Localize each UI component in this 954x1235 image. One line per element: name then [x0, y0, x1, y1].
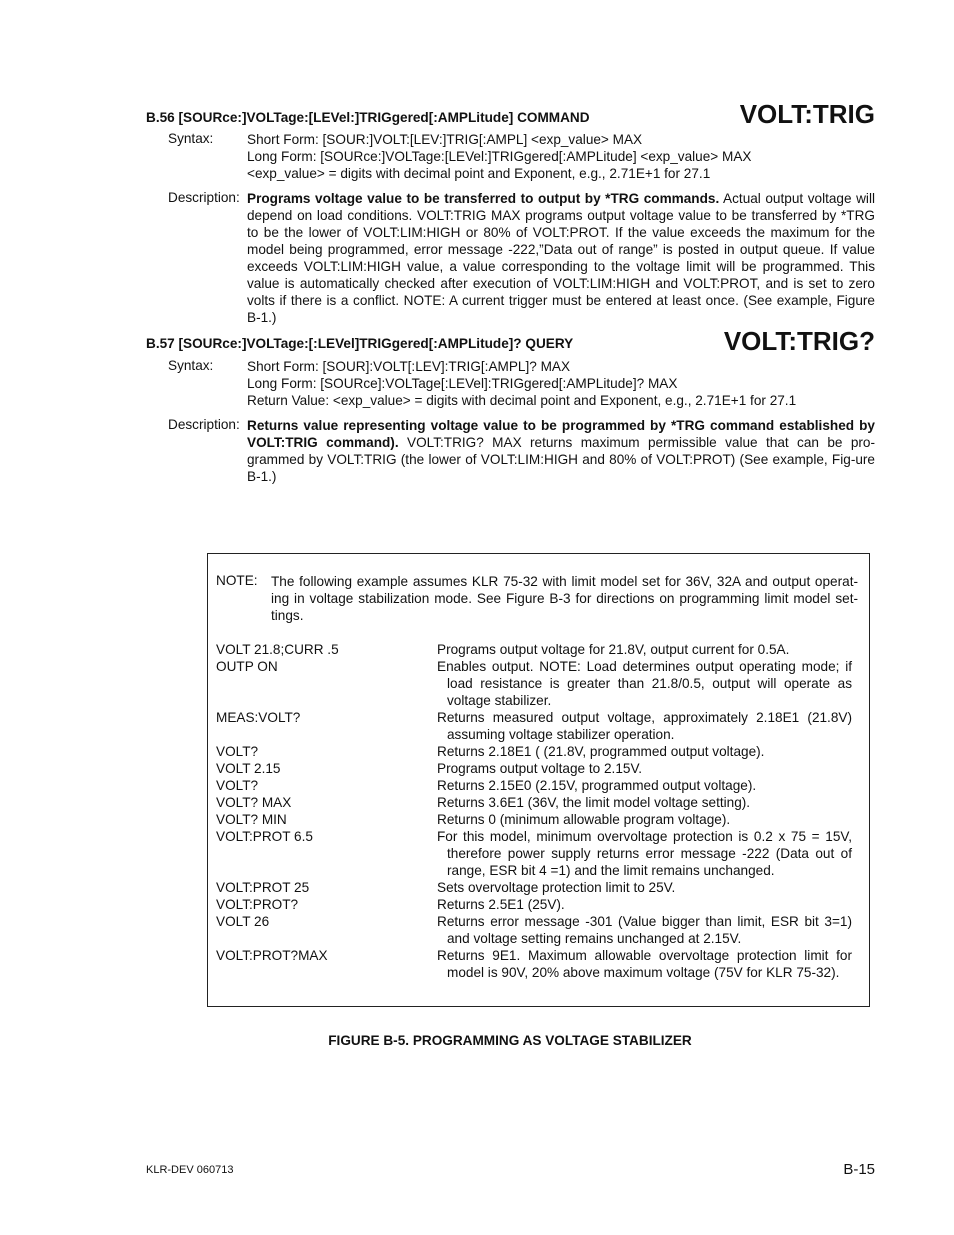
example-command: OUTP ON [216, 659, 278, 674]
example-command: VOLT:PROT 25 [216, 880, 310, 895]
example-description-continuation: therefore power supply returns error message -222 (Data out of range, ESR bit 4 =1) and the limit remains unchanged. [447, 846, 852, 878]
example-command: MEAS:VOLT? [216, 710, 301, 725]
example-description-line: Programs output voltage to 2.15V. [437, 761, 643, 776]
section-b57-description [247, 417, 875, 485]
example-description [437, 709, 852, 743]
example-description [437, 811, 852, 828]
example-description-line: Returns 2.18E1 ( (21.8V, programmed output voltage). [437, 744, 765, 759]
description-bold: Programs voltage value to be transferred to output by *TRG commands. [247, 191, 720, 206]
syntax-line: Short Form: [SOUR:]VOLT:[LEV:]TRIG[:AMPL] <exp_value> MAX [247, 132, 643, 147]
description-text: Actual output voltage will depend on load conditions. VOLT:TRIG MAX programs output voltage value to be transferred by *TRG to be the lower of VOLT:LIM:HIGH or 80% of VOLT:PROT. If the value exceeds the maximum for the model being programmed, error message -222,”Data out of range” is posted in output queue. If value exceeds VOLT:LIM:HIGH value, a value corresponding to the voltage limit will be programmed. This value is automatically checked after execution of VOLT:LIM:HIGH and VOLT:PROT, and is set to zero volts if there is a conflict. NOTE: A current trigger must be entered at least once. (See example, Figure B-1.) [247, 191, 875, 325]
section-b57-heading: B.57 [SOURce:]VOLTage:[:LEVel]TRIGgered[:AMPLitude]? QUERY [146, 336, 574, 351]
syntax-line: Long Form: [SOURce:]VOLTage:[LEVel:]TRIGgered[:AMPLitude] <exp_value> MAX [247, 149, 752, 164]
example-description [437, 879, 852, 896]
example-description-line: Enables output. NOTE: Load determines output operating mode; if [437, 659, 852, 674]
description-bold: Returns value representing voltage value to be programmed by *TRG command established by VOLT:TRIG command). [247, 418, 875, 450]
example-description-line: Returns 2.15E0 (2.15V, programmed output voltage). [437, 778, 757, 793]
example-description-line: Returns 2.5E1 (25V). [437, 897, 565, 912]
example-command: VOLT 21.8;CURR .5 [216, 642, 339, 657]
example-command: VOLT:PROT? [216, 897, 299, 912]
example-description-line: Returns 9E1. Maximum allowable overvoltage protection limit for [437, 948, 852, 963]
example-description [437, 794, 852, 811]
syntax-line: Long Form: [SOURce]:VOLTage[:LEVel]:TRIGgered[:AMPLitude]? MAX [247, 376, 678, 391]
example-command: VOLT? [216, 778, 259, 793]
example-description [437, 760, 852, 777]
example-description [437, 947, 852, 981]
example-description-line: Returns 3.6E1 (36V, the limit model voltage setting). [437, 795, 751, 810]
example-command: VOLT 2.15 [216, 761, 281, 776]
section-b56-description [247, 190, 875, 326]
syntax-line: Short Form: [SOUR]:VOLT[:LEV]:TRIG[:AMPL]? MAX [247, 359, 571, 374]
section-b56-description-label: Description: [168, 190, 240, 205]
example-table [216, 641, 861, 991]
section-b56-syntax [247, 131, 751, 182]
section-b57-short-command: VOLT:TRIG? [723, 326, 875, 356]
example-command: VOLT:PROT 6.5 [216, 829, 313, 844]
example-command: VOLT? [216, 744, 259, 759]
example-description [437, 658, 852, 709]
footer-page-number: B-15 [843, 1161, 875, 1178]
example-description-line: Sets overvoltage protection limit to 25V. [437, 880, 676, 895]
figure-box [207, 553, 870, 1007]
section-b57-syntax [247, 358, 796, 409]
footer-doc-id: KLR-DEV 060713 [146, 1164, 234, 1176]
note-text: The following example assumes KLR 75-32 with limit model set for 36V, 32A and output operat-ing in voltage stabilization mode. See Figure B-3 for directions on programming limit model set-tings. [271, 574, 858, 623]
example-command: VOLT:PROT?MAX [216, 948, 328, 963]
example-command: VOLT 26 [216, 914, 270, 929]
section-b57-description-label: Description: [168, 417, 240, 432]
description-text: VOLT:TRIG? MAX returns maximum permissible value that can be pro-grammed by VOLT:TRIG (the lower of VOLT:LIM:HIGH and 80% of VOLT:PROT) (See example, Fig-ure B-1.) [247, 435, 875, 484]
example-description-line: For this model, minimum overvoltage protection is 0.2 x 75 = 15V, [437, 829, 852, 844]
section-b56-heading: B.56 [SOURce:]VOLTage:[LEVel:]TRIGgered[:AMPLitude] COMMAND [146, 110, 590, 125]
example-description [437, 828, 852, 879]
figure-caption: FIGURE B-5. PROGRAMMING AS VOLTAGE STABILIZER [328, 1033, 692, 1048]
example-command: VOLT? MIN [216, 812, 287, 827]
example-description [437, 913, 852, 947]
note-label: NOTE: [216, 573, 258, 588]
section-b57-syntax-label: Syntax: [168, 358, 214, 373]
syntax-line: Return Value: <exp_value> = digits with decimal point and Exponent, e.g., 2.71E+1 for 27.1 [247, 393, 797, 408]
example-description-line: Returns error message -301 (Value bigger than limit, ESR bit 3=1) [437, 914, 852, 929]
example-description-continuation: load resistance is greater than 21.8/0.5, output will operate as voltage stabilizer. [447, 676, 852, 708]
section-b56-syntax-label: Syntax: [168, 131, 214, 146]
example-description [437, 743, 852, 760]
example-description [437, 896, 852, 913]
syntax-line: <exp_value> = digits with decimal point and Exponent, e.g., 2.71E+1 for 27.1 [247, 166, 711, 181]
example-description-line: Returns 0 (minimum allowable program voltage). [437, 812, 731, 827]
example-description [437, 641, 852, 658]
example-description-continuation: model is 90V, 20% above maximum voltage (75V for KLR 75-32). [447, 965, 840, 980]
example-description-continuation: and voltage setting remains unchanged at 2.15V. [447, 931, 742, 946]
section-b56-short-command: VOLT:TRIG [739, 99, 875, 129]
example-description-line: Returns measured output voltage, approximately 2.18E1 (21.8V) [437, 710, 852, 725]
example-description-continuation: assuming voltage stabilizer operation. [447, 727, 675, 742]
example-command: VOLT? MAX [216, 795, 292, 810]
example-description-line: Programs output voltage for 21.8V, output current for 0.5A. [437, 642, 790, 657]
example-description [437, 777, 852, 794]
